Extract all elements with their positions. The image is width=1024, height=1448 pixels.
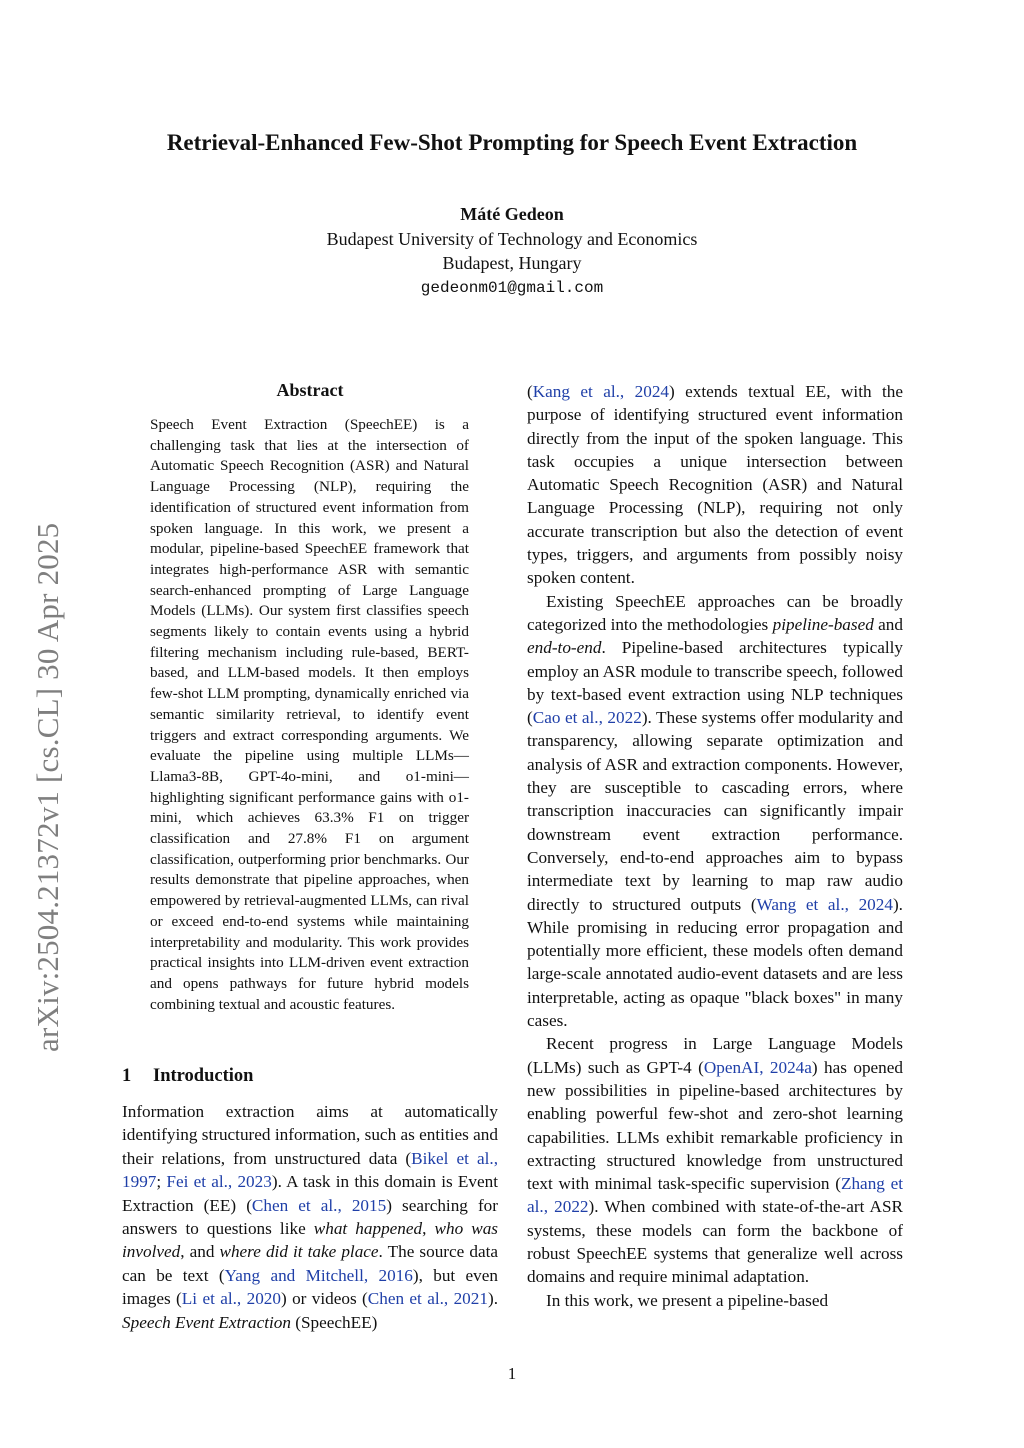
paragraph: Recent progress in Large Language Models (LLMs) such as GPT-4 (OpenAI, 2024a) has opened new possibilities in pipeline-based architectures by enabling powerful few-shot and zero-shot learning capabilities. LLMs exhibit remarkable proficiency in extracting structured knowledge from unstructured text with minimal task-specific supervision (Zhang et al., 2022). When combined with state-of-the-art ASR systems, these models can form the backbone of robust SpeechEE systems that generalize well across domains and require minimal adaptation. xyxy=(527,1034,903,1287)
emphasis: end-to-end xyxy=(527,638,602,658)
abstract-body xyxy=(150,415,469,1015)
paragraph: In this work, we present a pipeline-based xyxy=(546,1290,829,1310)
author-name: Máté Gedeon xyxy=(460,204,564,224)
citation-link[interactable]: Cao et al., 2022 xyxy=(532,708,642,728)
section-heading-introduction xyxy=(122,1066,253,1087)
citation-link[interactable]: Bikel et al., 1997 xyxy=(122,1148,498,1192)
emphasis: pipeline-based xyxy=(772,614,874,634)
paragraph: Information extraction aims at automatically identifying structured information, such as entities and their relations, from unstructured data (Bikel et al., 1997; Fei et al., 2023). A task in this domain is Event Extraction (EE) (Chen et al., 2015) searching for answers to questions like what happened, who was involved, and where did it take place. The source data can be text (Yang and Mitchell, 2016), but even images (Li et al., 2020) or videos (Chen et al., 2021). Speech Event Extraction (SpeechEE) xyxy=(122,1102,499,1332)
citation-link[interactable]: Chen et al., 2015 xyxy=(251,1195,387,1215)
citation-link[interactable]: Chen et al., 2021 xyxy=(367,1289,488,1309)
emphasis: Speech Event Extraction xyxy=(122,1312,291,1332)
citation-link[interactable]: OpenAI, 2024a xyxy=(703,1057,812,1077)
emphasis: what happened xyxy=(313,1219,423,1239)
author-location: Budapest, Hungary xyxy=(442,253,582,273)
section-number: 1 xyxy=(122,1066,132,1086)
right-column xyxy=(527,380,903,1312)
emphasis: where did it take place xyxy=(219,1242,379,1262)
citation-link[interactable]: Yang and Mitchell, 2016 xyxy=(224,1265,413,1285)
emphasis: who was involved xyxy=(122,1219,498,1262)
section-title: Introduction xyxy=(153,1066,254,1086)
arxiv-identifier: arXiv:2504.21372v1 [cs.CL] 30 Apr 2025 xyxy=(30,522,65,1052)
citation-link[interactable]: Fei et al., 2023 xyxy=(166,1172,272,1192)
paragraph: Existing SpeechEE approaches can be broadly categorized into the methodologies pipeline-based and end-to-end. Pipeline-based architectures typically employ an ASR module to transcribe speech, followed by text-based event extraction using NLP techniques (Cao et al., 2022). These systems offer modularity and transparency, allowing separate optimization and analysis of ASR and extraction components. However, they are susceptible to cascading errors, where transcription inaccuracies can significantly impair downstream event extraction performance. Conversely, end-to-end approaches aim to bypass intermediate text by learning to map raw audio directly to structured outputs (Wang et al., 2024). While promising in reducing error propagation and potentially more efficient, these models often demand large-scale annotated audio-event datasets and are less interpretable, acting as opaque "black boxes" in many cases. xyxy=(527,591,903,1031)
paragraph: (Kang et al., 2024) extends textual EE, with the purpose of identifying structured event information directly from the input of the spoken language. This task occupies a unique intersection between Automatic Speech Recognition (ASR) and Natural Language Processing (NLP), requiring not only accurate transcription but also the detection of event types, triggers, and arguments from possibly noisy spoken content. xyxy=(527,382,903,588)
abstract-text: Speech Event Extraction (SpeechEE) is a challenging task that lies at the intersection of Automatic Speech Recognition (ASR) and Natural Language Processing (NLP), requiring the identification of structured event information from spoken language. In this work, we present a modular, pipeline-based SpeechEE framework that integrates high-performance ASR with semantic search-enhanced prompting of Large Language Models (LLMs). Our system first classifies speech segments likely to contain events using a hybrid filtering mechanism including rule-based, BERT-based, and LLM-based models. It then employs few-shot LLM prompting, dynamically enriched via semantic similarity retrieval, to identify event triggers and extract corresponding arguments. We evaluate the pipeline using multiple LLMs—Llama3-8B, GPT-4o-mini, and o1-mini—highlighting significant performance gains with o1-mini, which achieves 63.3% F1 on trigger classification and 27.8% F1 on argument classification, outperforming prior benchmarks. Our results demonstrate that pipeline approaches, when empowered by retrieval-augmented LLMs, can rival or exceed end-to-end systems while maintaining interpretability and modularity. This work provides practical insights into LLM-driven event extraction and opens pathways for future hybrid models combining textual and acoustic features. xyxy=(150,416,469,1013)
introduction-body xyxy=(122,1100,498,1334)
abstract-heading: Abstract xyxy=(276,380,344,400)
author-affiliation: Budapest University of Technology and Economics xyxy=(326,228,698,249)
citation-link[interactable]: Wang et al., 2024 xyxy=(756,894,893,914)
paper-title: Retrieval-Enhanced Few-Shot Prompting for Speech Event Extraction xyxy=(166,130,858,155)
author-email[interactable]: gedeonm01@gmail.com xyxy=(420,278,604,297)
page-number: 1 xyxy=(507,1364,517,1383)
citation-link[interactable]: Kang et al., 2024 xyxy=(532,382,670,401)
citation-link[interactable]: Li et al., 2020 xyxy=(181,1289,281,1309)
author-block xyxy=(200,202,824,300)
citation-link[interactable]: Zhang et al., 2022 xyxy=(527,1174,903,1217)
